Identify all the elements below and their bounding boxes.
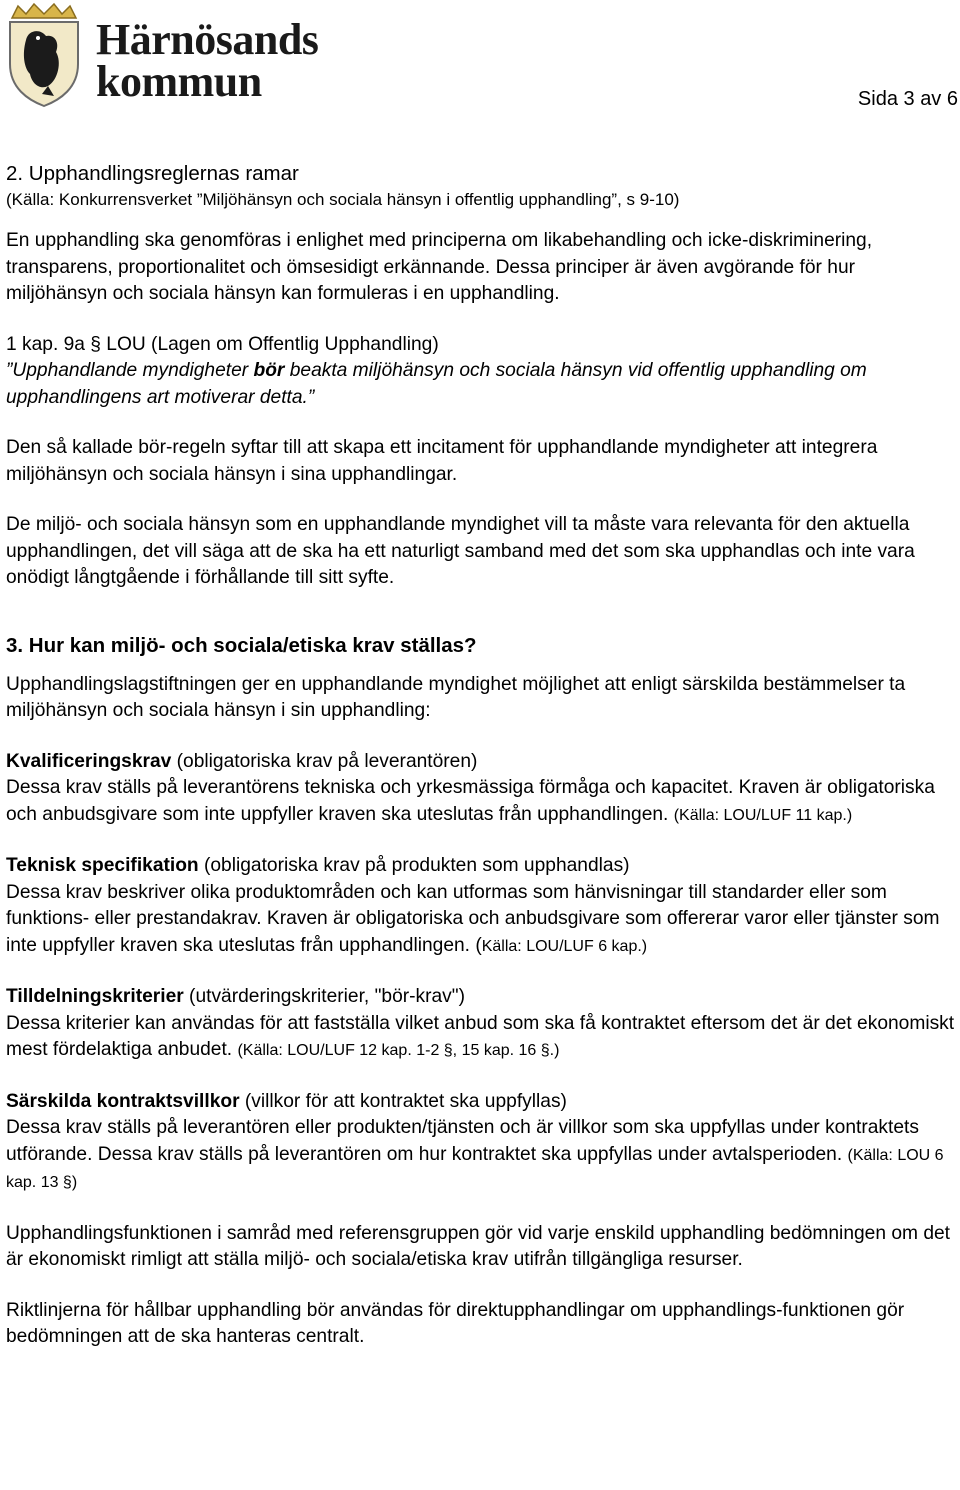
criteria-source: Källa: LOU/LUF 6 kap.) (481, 937, 648, 955)
lou-reference: 1 kap. 9a § LOU (Lagen om Offentlig Upphandling) (6, 333, 439, 355)
lou-quote-end: beakta miljöhänsyn och sociala hänsyn vid offentlig upphandling om upphandlingens art motiverar detta.” (6, 360, 867, 408)
brand-line-2: kommun (96, 57, 262, 106)
criteria-term: Tilldelningskriterier (6, 986, 184, 1007)
criteria-source: (Källa: LOU/LUF 12 kap. 1-2 §, 15 kap. 16 §.) (237, 1042, 560, 1059)
section-3-intro: Upphandlingslagstiftningen ger en upphandlande myndighet möjlighet att enligt särskilda bestämmelser ta miljöhänsyn och sociala hänsyn i sin upphandling: (6, 673, 906, 721)
section-2-source: (Källa: Konkurrensverket ”Miljöhänsyn och sociala hänsyn i offentlig upphandling”, s 9-10) (6, 190, 680, 209)
lou-quote-start: ”Upphandlande myndigheter (6, 360, 254, 381)
criteria-qualifier: (obligatoriska krav på produkten som upphandlas) (198, 855, 630, 876)
criteria-term: Teknisk specifikation (6, 855, 199, 876)
section-3-heading: 3. Hur kan miljö- och sociala/etiska krav ställas? (6, 633, 477, 657)
criteria-term: Kvalificeringskrav (6, 750, 172, 772)
header-logo (4, 0, 324, 110)
criteria-item (6, 749, 956, 830)
criteria-qualifier: (obligatoriska krav på leverantören) (171, 750, 478, 772)
page-number: Sida 3 av 6 (857, 88, 958, 110)
lou-quote (6, 358, 956, 411)
document-body (6, 160, 956, 1351)
criteria-qualifier: (villkor för att kontraktet ska uppfyllas) (239, 1090, 567, 1112)
criteria-body: Dessa krav beskriver olika produktområden och kan utformas som hänvisningar till standarder eller som funktions- eller prestandakrav. Kraven är obligatoriska och anbudsgivare som offererar varor eller tjänster som inte uppfyller kraven ska uteslutas från upphandlingen. ( (6, 881, 940, 956)
bor-rule-paragraph: Den så kallade bör-regeln syftar till att skapa ett incitament för upphandlande myndigheter att integrera miljöhänsyn och sociala hänsyn i sina upphandlingar. (6, 437, 878, 485)
coat-of-arms-icon (4, 0, 84, 108)
criteria-body: Dessa krav ställs på leverantören eller produkten/tjänsten och är villkor som ska uppfyllas under kontraktets utförande. Dessa krav ställs på leverantören om hur kontraktet ska uppfyllas under avtalsperioden. (6, 1117, 919, 1165)
direct-procurement-paragraph: Riktlinjerna för hållbar upphandling bör användas för direktupphandlingar om upphandlings-funktionen gör bedömningen att de ska hanteras centralt. (6, 1299, 905, 1347)
criteria-item (6, 853, 956, 960)
criteria-item (6, 1089, 956, 1197)
criteria-body: Dessa kriterier kan användas för att fastställa vilket anbud som ska få kontraktet eftersom det är det ekonomiskt mest fördelaktiga anbudet. (6, 1012, 955, 1060)
principles-paragraph: En upphandling ska genomföras i enlighet med principerna om likabehandling och icke-diskriminering, transparens, proportionalitet och ömsesidigt erkännande. Dessa principer är även avgörande för hur miljöhänsyn och sociala hänsyn kan formuleras i en upphandling. (6, 230, 873, 304)
criteria-qualifier: (utvärderingskriterier, "bör-krav") (183, 986, 465, 1007)
criteria-body: Dessa krav ställs på leverantörens tekniska och yrkesmässiga förmåga och kapacitet. Kraven är obligatoriska och anbudsgivare som inte uppfyller kraven ska uteslutas från upphandlingen. (6, 777, 935, 825)
municipality-wordmark (96, 15, 319, 106)
criteria-term: Särskilda kontraktsvillkor (6, 1090, 240, 1112)
criteria-item (6, 984, 956, 1065)
assessment-paragraph: Upphandlingsfunktionen i samråd med referensgruppen gör vid varje enskild upphandling bedömningen om det är ekonomiskt rimligt att ställa miljö- och sociala/etiska krav utifrån tillgängliga resurser. (6, 1222, 950, 1270)
criteria-source: (Källa: LOU/LUF 11 kap.) (673, 806, 853, 824)
section-2-heading: 2. Upphandlingsreglernas ramar (6, 162, 299, 185)
criteria-source: (Källa: LOU 6 kap. 13 §) (6, 1146, 944, 1191)
lou-quote-emphasis: bör (253, 360, 285, 381)
relevance-paragraph: De miljö- och sociala hänsyn som en upphandlande myndighet vill ta måste vara relevanta för den aktuella upphandlingen, det vill säga att de ska ha ett naturligt samband med det som ska upphandlas och inte vara onödigt långtgående i förhållande till sitt syfte. (6, 514, 915, 588)
brand-line-1: Härnösands (96, 15, 319, 64)
